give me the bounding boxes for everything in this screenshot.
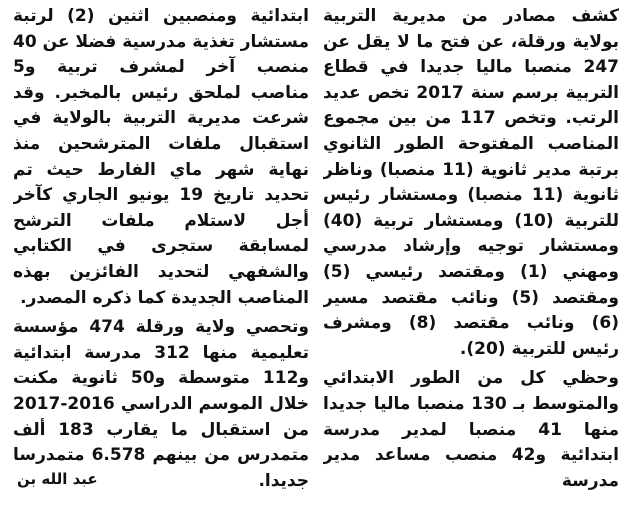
- article-column-left: [13, 4, 309, 522]
- article-paragraph: ابتدائية ومنصبين اثنين (2) لرتبة مستشار تغذية مدرسية فضلا عن 40 منصب آخر لمشرف تربية و5 مناصب لملحق رئيس بالمخبر. وقد شرعت مديرية التربية بالولاية في استقبال ملفات المترشحين منذ نهاية شهر ماي الفارط حيث تم تحديد تاريخ 19 يونيو الجاري كآخر أجل لاستلام ملفات الترشح لمسابقة ستجرى في الكتابي والشفهي لتحديد الفائزين بهذه المناصب الجديدة كما ذكره المصدر.: [13, 6, 309, 308]
- article-paragraph: وحظي كل من الطور الابتدائي والمتوسط بـ 130 منصبا ماليا جديدا منها 41 منصبا لمدير مدرسة ابتدائية و42 منصب مساعد مدير مدرسة: [323, 368, 619, 491]
- article-column-right: [323, 4, 619, 522]
- article-paragraph: وتحصي ولاية ورقلة 474 مؤسسة تعليمية منها 312 مدرسة ابتدائية و112 متوسطة و50 ثانوية مكنت خلال الموسم الدراسي 2016-2017 من استقبال ما يقارب 183 ألف متمدرس من بينهم 6.578 متمدرسا جديدا.: [13, 317, 309, 491]
- author-byline: عبد الله بن: [17, 470, 98, 489]
- article-paragraph: كشف مصادر من مديرية التربية بولاية ورقلة، عن فتح ما لا يقل عن 247 منصبا ماليا جديدا في قطاع التربية برسم سنة 2017 تخص عديد الرتب. وتخص 117 من بين مجموع المناصب المفتوحة الطور الثانوي برتبة مدير ثانوية (11 منصبا) وناظر ثانوية (11 منصبا) ومستشار رئيس للتربية (10) ومستشار تربية (40) ومستشار توجيه وإرشاد مدرسي ومهني (1) ومقتصد رئيسي (5) ومقتصد (5) ونائب مقتصد مسير (6) ونائب مقتصد (8) ومشرف رئيس للتربية (20).: [323, 6, 619, 359]
